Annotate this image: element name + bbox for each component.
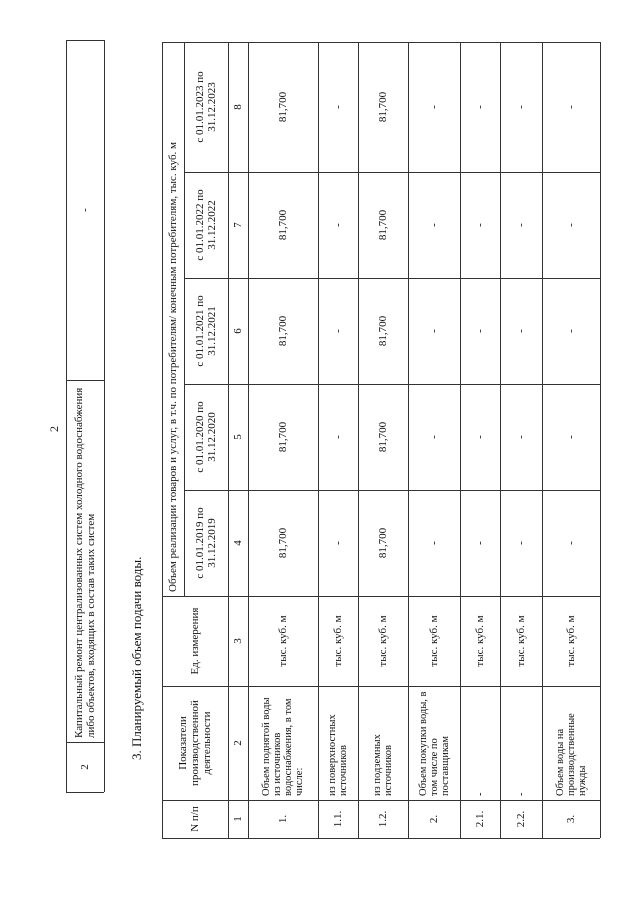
row-unit: тыс. куб. м [515,615,527,667]
row-value: - [474,541,486,545]
row-value: - [332,541,344,545]
row-value: - [332,329,344,333]
row-value: - [515,105,527,109]
row-value: 81,700 [377,421,389,453]
row-value: 81,700 [277,527,289,559]
row-value: - [428,329,440,333]
row-value: - [428,223,440,227]
header-unit: Ед. измерения [189,607,201,675]
row-value: - [515,541,527,545]
page-number: 2 [47,426,61,432]
row-indicator: Объем покупки воды, в том числе по поставщикам [417,691,451,796]
row-unit: тыс. куб. м [332,615,344,667]
header-num: N п/п [189,806,201,832]
header-period: с 01.01.2020 по 31.12.2020 [194,401,218,473]
row-indicator: - [515,792,527,796]
header-group: Объем реализации товаров и услуг, в т.ч. по потребителям/ конечным потребителям, тыс. куб. м [167,141,179,592]
row-value: 81,700 [277,421,289,453]
top-row-value: - [79,208,91,212]
row-indicator: - [474,792,486,796]
row-unit: тыс. куб. м [377,615,389,667]
column-number: 8 [232,104,244,110]
row-number: 1. [277,814,289,824]
table-border [104,40,105,792]
row-value: - [515,435,527,439]
row-number: 1.1. [332,810,344,828]
table-border [66,792,104,793]
row-unit: тыс. куб. м [277,615,289,667]
row-value: - [428,435,440,439]
top-row-text: Капитальный ремонт централизованных систем холодного водоснабжения либо объектов, входящих в состав таких систем [73,387,97,738]
table-border [600,42,601,838]
row-value: 81,700 [377,209,389,241]
row-unit: тыс. куб. м [428,615,440,667]
row-indicator: Объем воды на производственные нужды [554,713,588,796]
row-value: - [474,435,486,439]
row-value: 81,700 [377,527,389,559]
column-number: 5 [232,434,244,440]
column-number: 3 [232,638,244,644]
column-number: 6 [232,328,244,334]
header-period: с 01.01.2022 по 31.12.2022 [194,189,218,261]
section-title: 3. Планируемый объем подачи воды. [129,556,144,760]
row-value: - [474,329,486,333]
row-value: - [428,541,440,545]
row-number: 2.2. [515,810,527,828]
column-number: 2 [232,740,244,746]
row-value: - [515,329,527,333]
top-row-number: 2 [79,764,91,770]
column-number: 1 [232,816,244,822]
row-value: 81,700 [277,315,289,347]
column-number: 7 [232,222,244,228]
header-indicator: Показатели производственной деятельности [177,700,213,786]
row-number: 2.1. [474,810,486,828]
row-number: 1.2. [377,810,389,828]
header-period: с 01.01.2021 по 31.12.2021 [194,295,218,367]
row-value: - [474,223,486,227]
row-value: 81,700 [277,209,289,241]
row-value: - [474,105,486,109]
row-unit: тыс. куб. м [565,615,577,667]
row-value: - [428,105,440,109]
row-value: - [515,223,527,227]
row-value: 81,700 [377,315,389,347]
row-value: - [332,223,344,227]
row-value: - [565,329,577,333]
row-value: - [332,105,344,109]
row-number: 3. [565,814,577,824]
row-value: - [565,435,577,439]
row-indicator: Объем поднятой воды из источников водоснабжения, в том числе: [261,697,305,796]
row-value: 81,700 [277,91,289,123]
row-value: 81,700 [377,91,389,123]
row-indicator: из поверхностных источников [327,714,349,796]
header-period: с 01.01.2019 по 31.12.2019 [194,507,218,579]
row-value: - [565,223,577,227]
row-number: 2. [428,814,440,824]
row-indicator: из подземных источников [372,734,394,796]
header-period: с 01.01.2023 по 31.12.2023 [194,71,218,143]
row-value: - [565,105,577,109]
row-value: - [565,541,577,545]
column-number: 4 [232,540,244,546]
table-border [162,838,600,839]
row-value: - [332,435,344,439]
row-unit: тыс. куб. м [474,615,486,667]
